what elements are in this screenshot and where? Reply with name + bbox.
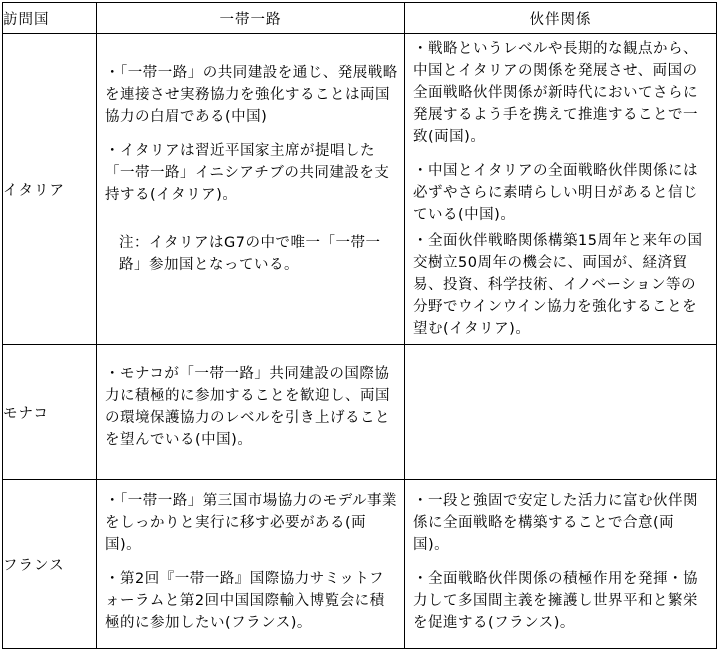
bri-item: ・モナコが「一帯一路」共同建設の国際協力に積極的に参加することを歓迎し、両国の環境保護協力のレベルを引き上げることを望んでいる(中国)。 (105, 366, 390, 448)
partnership-cell (405, 34, 717, 345)
bri-cell (97, 345, 405, 480)
partnership-item: ・全面戦略伙伴関係の積極作用を発揮・協力して多国間主義を擁護し世界平和と繁栄を促進する(フランス)。 (413, 571, 698, 631)
bri-cell (97, 34, 405, 345)
partnership-cell (405, 480, 717, 649)
bri-note: 注：イタリアはG7の中で唯一「一帯一路」参加国となっている。 (119, 235, 381, 273)
bri-item: ・「一帯一路」の共同建設を通じ、発展戦略を連接させ実務協力を強化することは両国協力の白眉である(中国) (105, 65, 398, 125)
partnership-item: ・全面伙伴戦略関係構築15周年と来年の国交樹立50周年の機会に、両国が、経済貿易、投資、科学技術、イノベーション等の分野でウインウイン協力を強化することを望む(イタリア)。 (413, 233, 703, 337)
table-row-monaco (3, 345, 717, 480)
table-row-italy (3, 34, 717, 345)
country-cell: イタリア (3, 34, 97, 345)
header-country: 訪問国 (3, 3, 97, 34)
country-cell: フランス (3, 480, 97, 649)
country-cell: モナコ (3, 345, 97, 480)
comparison-table (2, 2, 717, 649)
header-partnership: 伙伴関係 (405, 3, 717, 34)
header-row (3, 3, 717, 34)
partnership-item: ・一段と強固で安定した活力に富む伙伴関係に全面戦略を構築することで合意(両国)。 (413, 493, 698, 553)
partnership-item: ・中国とイタリアの全面戦略伙伴関係には必ずやさらに素晴らしい明日があると信じている(中国)。 (413, 163, 698, 223)
bri-item: ・第2回『一帯一路』国際協力サミットフォーラムと第2回中国国際輸入博覧会に積極的に参加したい(フランス)。 (105, 571, 385, 631)
table-row-france (3, 480, 717, 649)
partnership-cell (405, 345, 717, 480)
bri-item: ・イタリアは習近平国家主席が提唱した「一帯一路」イニシアチブの共同建設を支持する(イタリア)。 (105, 143, 390, 203)
partnership-item: ・戦略というレベルや長期的な観点から、中国とイタリアの関係を発展させ、両国の全面戦略伙伴関係が新時代においてさらに発展するよう手を携えて推進することで一致(両国)。 (413, 41, 698, 145)
bri-item: ・「一帯一路」第三国市場協力のモデル事業をしっかりと実行に移す必要がある(両国)。 (105, 493, 398, 553)
header-bri: 一帯一路 (97, 3, 405, 34)
bri-cell (97, 480, 405, 649)
